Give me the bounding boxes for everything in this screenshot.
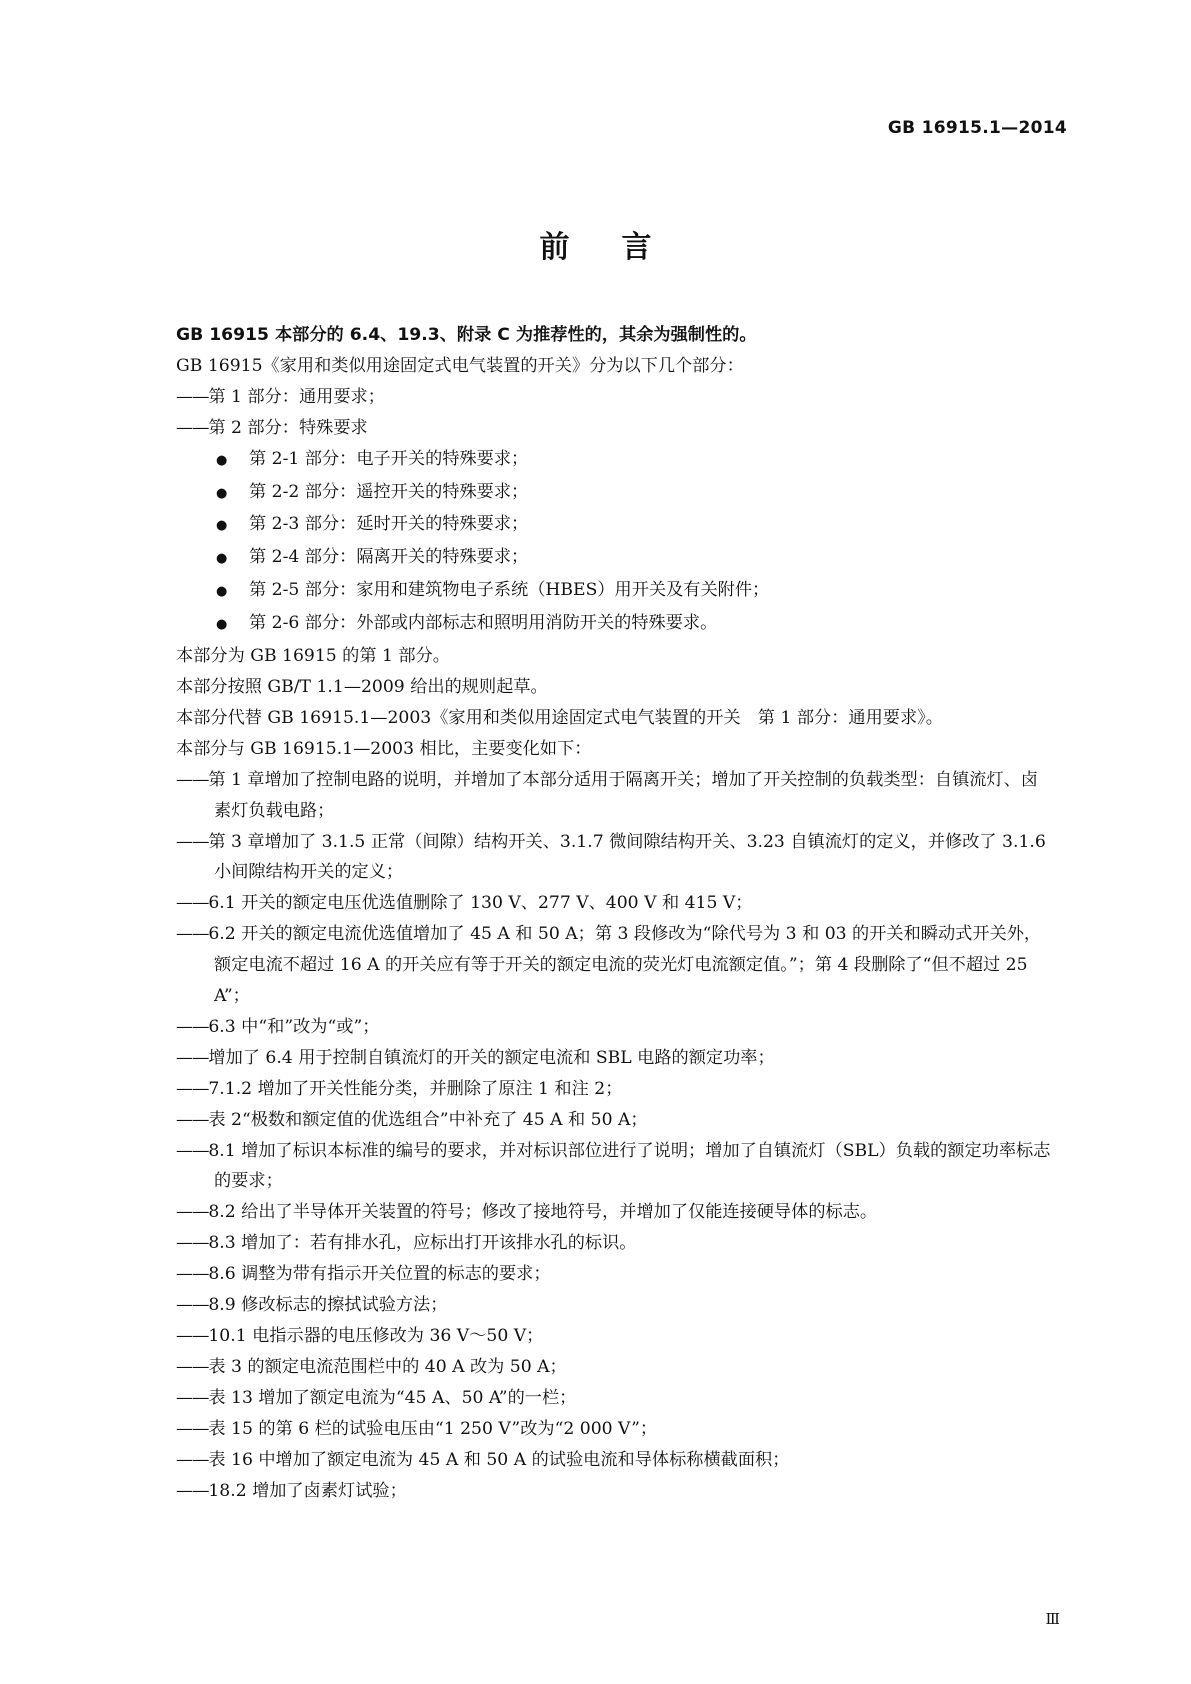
list-item-text: 表 15 的第 6 栏的试验电压由“1 250 V”改为“2 000 V”； bbox=[208, 1418, 658, 1439]
list-item-text: 第 2-5 部分：家用和建筑物电子系统（HBES）用开关及有关附件； bbox=[249, 580, 770, 601]
list-item-change bbox=[176, 888, 1054, 919]
dash-mark: —— bbox=[176, 1449, 209, 1470]
dash-mark: —— bbox=[176, 1233, 209, 1254]
bullet-icon: ● bbox=[216, 518, 228, 534]
list-item-subpart bbox=[176, 509, 1054, 542]
list-item-change bbox=[176, 827, 1054, 889]
dash-mark: —— bbox=[176, 1356, 209, 1377]
statement: 本部分与 GB 16915.1—2003 相比，主要变化如下： bbox=[176, 738, 592, 759]
list-item-change bbox=[176, 1074, 1054, 1105]
dash-mark: —— bbox=[176, 1202, 209, 1223]
list-item-text: 第 2 部分：特殊要求 bbox=[208, 417, 368, 438]
list-item-change bbox=[176, 1383, 1054, 1414]
mandatory-note: GB 16915 本部分的 6.4、19.3、附录 C 为推荐性的，其余为强制性的。 bbox=[176, 325, 757, 345]
bullet-icon: ● bbox=[216, 452, 228, 468]
list-item-text: 第 2-1 部分：电子开关的特殊要求； bbox=[249, 448, 529, 469]
list-item-text: 增加了 6.4 用于控制自镇流灯的开关的额定电流和 SBL 电路的额定功率； bbox=[208, 1047, 775, 1068]
standard-code: GB 16915.1—2014 bbox=[887, 118, 1067, 138]
list-item-text: 18.2 增加了卤素灯试验； bbox=[208, 1480, 407, 1501]
list-item-text: 8.9 修改标志的擦拭试验方法； bbox=[208, 1295, 448, 1316]
list-item-text: 第 3 章增加了 3.1.5 正常（间隙）结构开关、3.1.7 微间隙结构开关、3.23 自镇流灯的定义，并修改了 3.1.6 小间隙结构开关的定义； bbox=[208, 831, 1046, 883]
bullet-icon: ● bbox=[216, 617, 228, 633]
list-item-text: 10.1 电指示器的电压修改为 36 V～50 V； bbox=[208, 1326, 544, 1346]
list-item-text: 第 2-6 部分：外部或内部标志和照明用消防开关的特殊要求。 bbox=[249, 613, 718, 634]
dash-mark: —— bbox=[176, 1387, 209, 1408]
list-item-text: 7.1.2 增加了开关性能分类，并删除了原注 1 和注 2； bbox=[208, 1078, 623, 1099]
dash-mark: —— bbox=[176, 1016, 209, 1037]
statement: 本部分为 GB 16915 的第 1 部分。 bbox=[176, 646, 450, 667]
list-item-subpart bbox=[176, 444, 1054, 477]
dash-mark: —— bbox=[176, 893, 209, 914]
list-item-change bbox=[176, 1352, 1054, 1383]
list-item-text: 表 2“极数和额定值的优选组合”中补充了 45 A 和 50 A； bbox=[208, 1109, 648, 1130]
list-item-text: 8.2 给出了半导体开关装置的符号；修改了接地符号，并增加了仅能连接硬导体的标志。 bbox=[208, 1202, 878, 1223]
list-item-part bbox=[176, 382, 1054, 413]
page-number: Ⅲ bbox=[1045, 1610, 1060, 1628]
list-item-change bbox=[176, 1105, 1054, 1136]
dash-mark: —— bbox=[176, 1295, 209, 1316]
bullet-icon: ● bbox=[216, 485, 228, 501]
list-item-text: 表 16 中增加了额定电流为 45 A 和 50 A 的试验电流和导体标称横截面积； bbox=[208, 1449, 790, 1470]
list-item-text: 8.3 增加了：若有排水孔，应标出打开该排水孔的标识。 bbox=[208, 1233, 637, 1254]
parts-intro: GB 16915《家用和类似用途固定式电气装置的开关》分为以下几个部分： bbox=[176, 355, 744, 376]
list-item-text: 表 3 的额定电流范围栏中的 40 A 改为 50 A； bbox=[208, 1356, 567, 1377]
list-item-change bbox=[176, 765, 1054, 827]
dash-mark: —— bbox=[176, 831, 209, 852]
list-item-change bbox=[176, 1290, 1054, 1321]
statement: 本部分代替 GB 16915.1—2003《家用和类似用途固定式电气装置的开关 第 1 部分：通用要求》。 bbox=[176, 707, 943, 728]
list-item-change bbox=[176, 1043, 1054, 1074]
dash-mark: —— bbox=[176, 1480, 209, 1501]
list-item-change bbox=[176, 1321, 1054, 1352]
dash-mark: —— bbox=[176, 1047, 209, 1068]
bullet-icon: ● bbox=[216, 584, 228, 600]
list-item-change bbox=[176, 1012, 1054, 1043]
dash-mark: —— bbox=[176, 1140, 209, 1161]
list-item-text: 6.1 开关的额定电压优选值删除了 130 V、277 V、400 V 和 415 V； bbox=[208, 893, 753, 914]
list-item-change bbox=[176, 1414, 1054, 1445]
page-title: 前言 bbox=[539, 230, 704, 265]
list-item-change bbox=[176, 1476, 1054, 1507]
list-item-text: 第 2-4 部分：隔离开关的特殊要求； bbox=[249, 547, 529, 568]
list-item-text: 8.1 增加了标识本标准的编号的要求，并对标识部位进行了说明；增加了自镇流灯（SBL）负载的额定功率标志的要求； bbox=[208, 1140, 1051, 1192]
list-item-text: 表 13 增加了额定电流为“45 A、50 A”的一栏； bbox=[208, 1387, 577, 1408]
dash-mark: —— bbox=[176, 386, 209, 407]
list-item-subpart bbox=[176, 542, 1054, 575]
list-item-text: 第 2-3 部分：延时开关的特殊要求； bbox=[249, 514, 529, 535]
dash-mark: —— bbox=[176, 417, 209, 438]
list-item-change bbox=[176, 1228, 1054, 1259]
dash-mark: —— bbox=[176, 1326, 209, 1346]
list-item-text: 第 2-2 部分：遥控开关的特殊要求； bbox=[249, 481, 529, 502]
list-item-part bbox=[176, 413, 1054, 444]
list-item-text: 6.3 中“和”改为“或”； bbox=[208, 1016, 380, 1037]
list-item-change bbox=[176, 1197, 1054, 1228]
dash-mark: —— bbox=[176, 1418, 209, 1439]
dash-mark: —— bbox=[176, 924, 209, 945]
dash-mark: —— bbox=[176, 1264, 209, 1285]
list-item-text: 第 1 部分：通用要求； bbox=[208, 386, 385, 407]
list-item-subpart bbox=[176, 477, 1054, 510]
list-item-change bbox=[176, 1259, 1054, 1290]
foreword-body bbox=[176, 320, 1054, 1506]
dash-mark: —— bbox=[176, 1078, 209, 1099]
statement: 本部分按照 GB/T 1.1—2009 给出的规则起草。 bbox=[176, 676, 548, 697]
dash-mark: —— bbox=[176, 769, 209, 790]
bullet-icon: ● bbox=[216, 551, 228, 567]
dash-mark: —— bbox=[176, 1109, 209, 1130]
list-item-change bbox=[176, 919, 1054, 1012]
list-item-text: 第 1 章增加了控制电路的说明，并增加了本部分适用于隔离开关；增加了开关控制的负载类型：自镇流灯、卤素灯负载电路； bbox=[208, 769, 1039, 821]
list-item-subpart bbox=[176, 575, 1054, 608]
list-item-subpart bbox=[176, 608, 1054, 641]
list-item-change bbox=[176, 1136, 1054, 1198]
list-item-change bbox=[176, 1445, 1054, 1476]
list-item-text: 6.2 开关的额定电流优选值增加了 45 A 和 50 A；第 3 段修改为“除代号为 3 和 03 的开关和瞬动式开关外，额定电流不超过 16 A 的开关应有等于开关的额定电流的荧光灯电流额定值。”；第 4 段删除了“但不超过 25 A”； bbox=[208, 924, 1042, 1007]
list-item-text: 8.6 调整为带有指示开关位置的标志的要求； bbox=[208, 1264, 551, 1285]
